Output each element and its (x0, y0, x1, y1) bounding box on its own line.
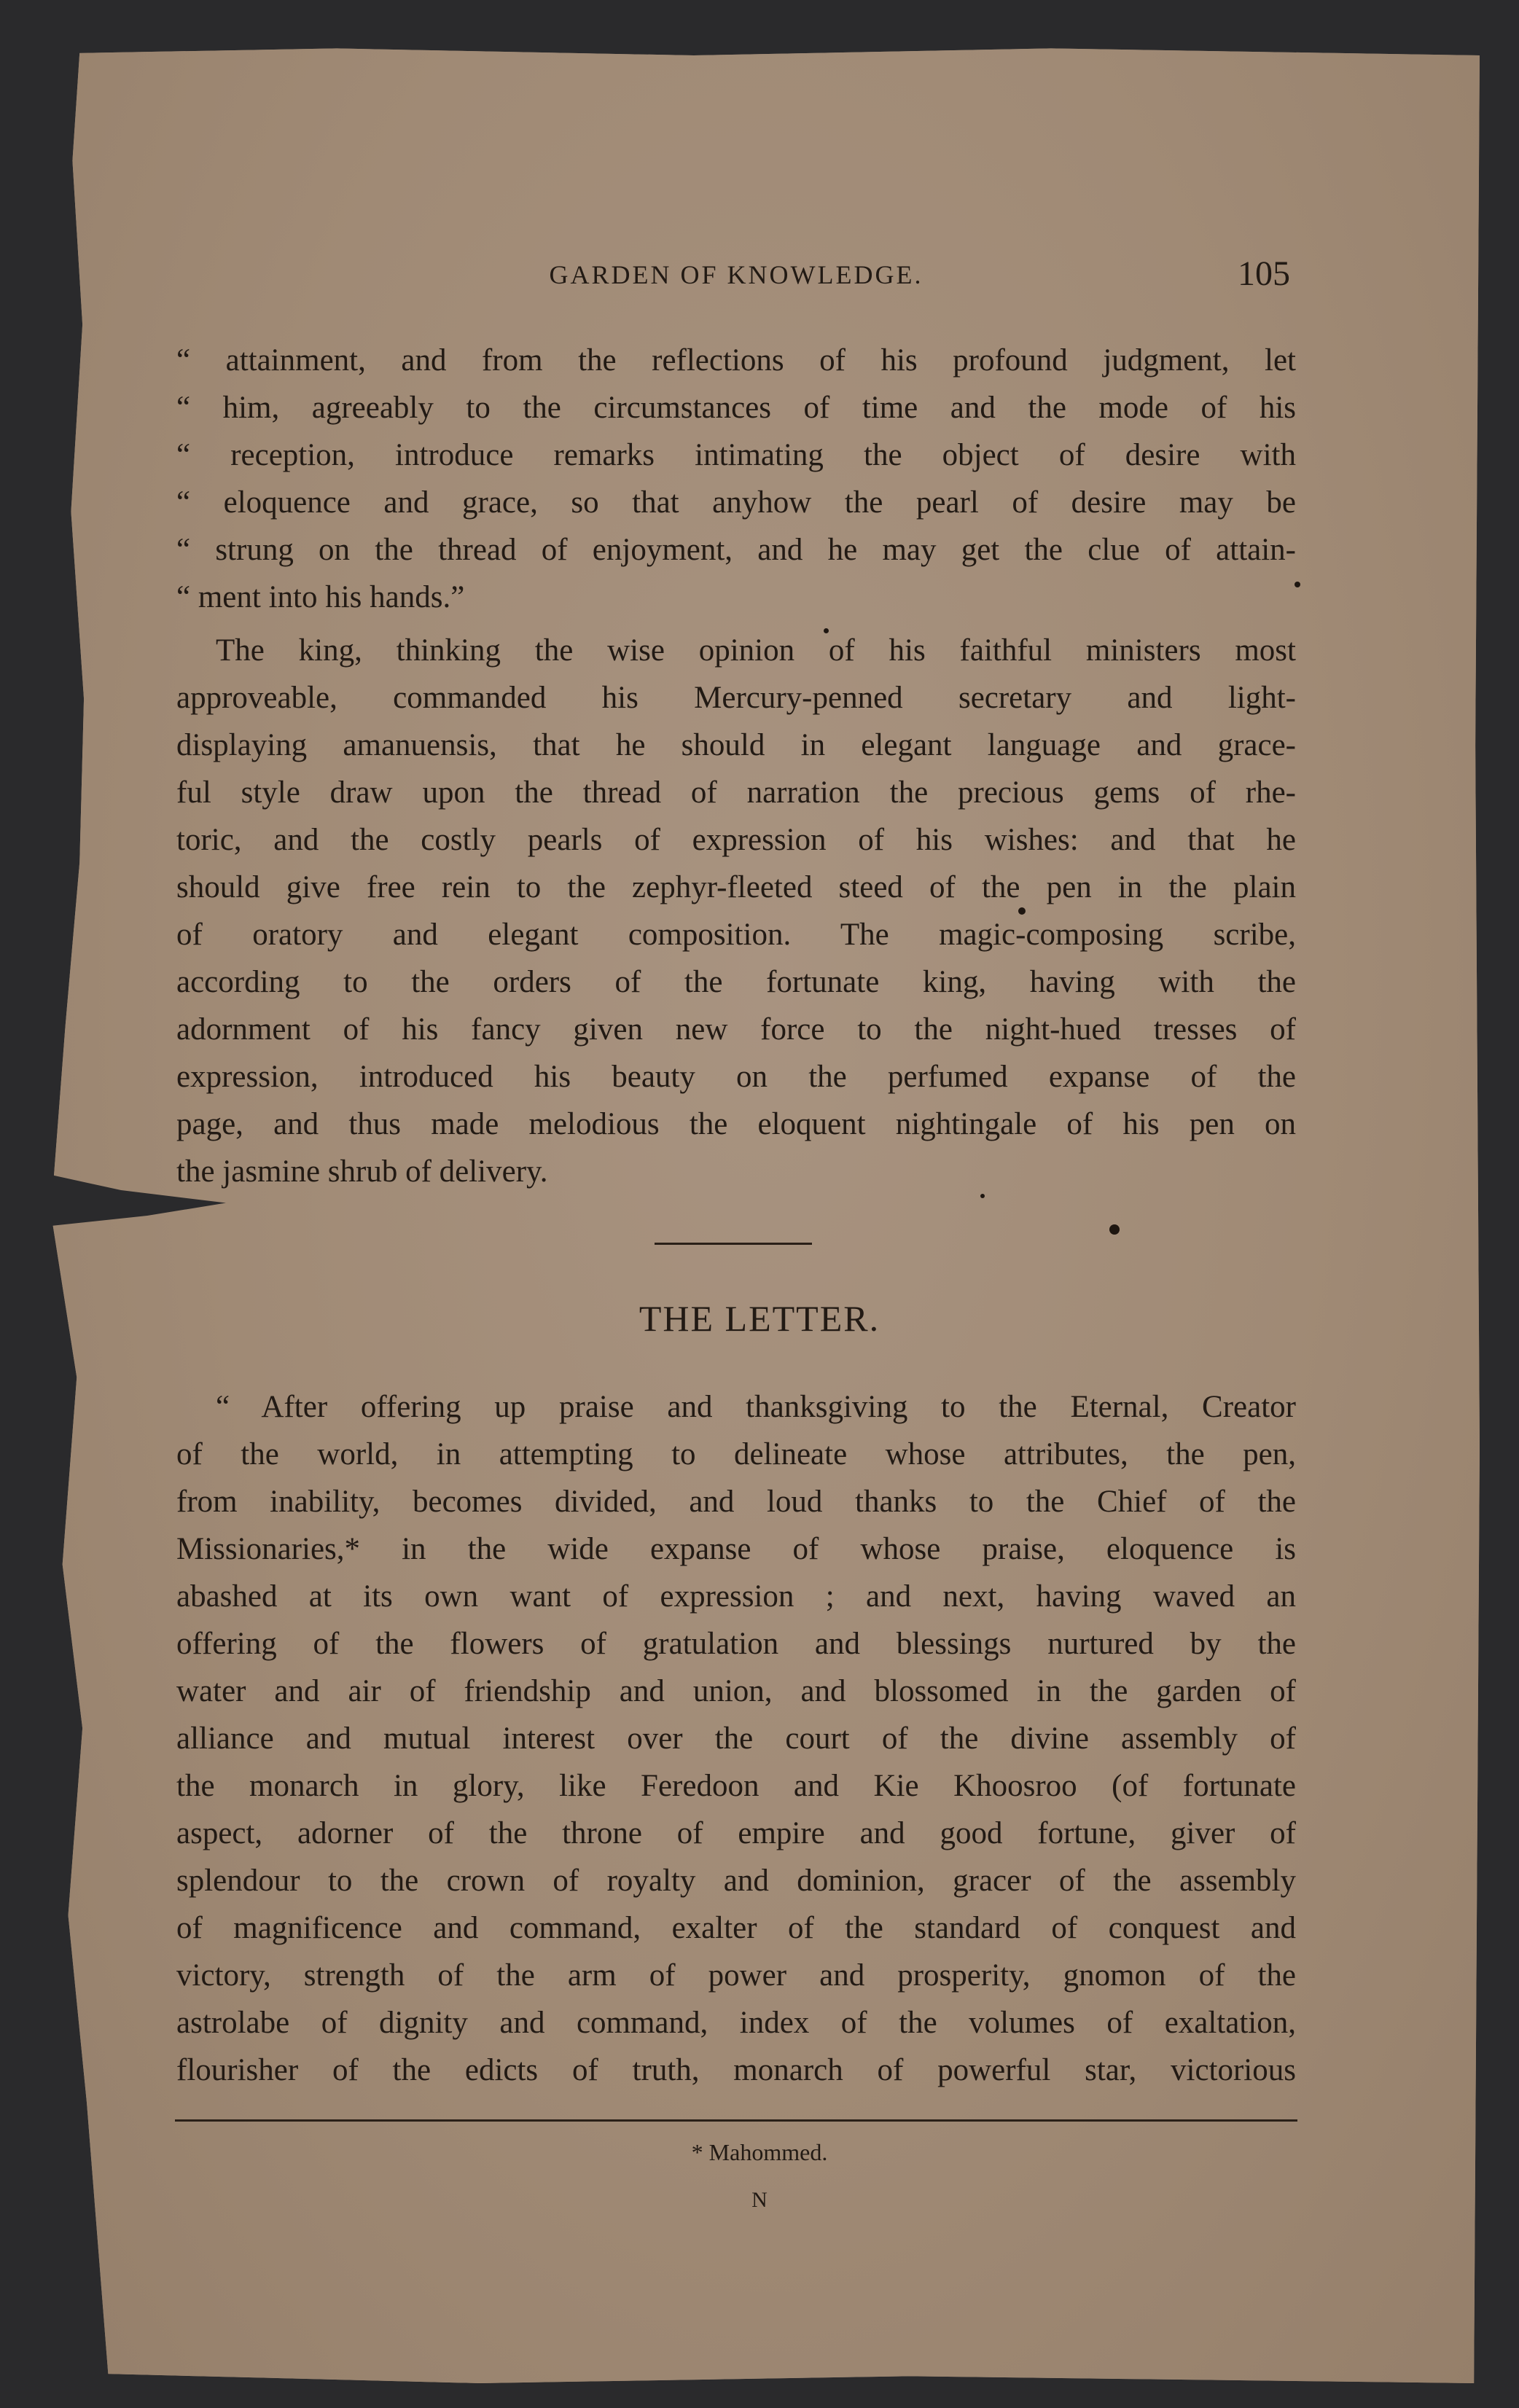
text-line: splendour to the crown of royalty and dominion, gracer of the assembly (176, 1864, 1296, 1898)
page-header (176, 254, 1296, 297)
section-title: THE LETTER. (639, 1298, 880, 1339)
text-line: The king, thinking the wise opinion of his faithful ministers most (216, 633, 1296, 668)
text-line: should give free rein to the zephyr-fleeted steed of the pen in the plain (176, 870, 1296, 904)
text-line: according to the orders of the fortunate king, having with the (176, 965, 1296, 999)
text-line: of the world, in attempting to delineate whose attributes, the pen, (176, 1437, 1296, 1471)
text-line: flourisher of the edicts of truth, monarch of powerful star, victorious (176, 2053, 1296, 2087)
signature-mark: N (751, 2188, 768, 2212)
text-line: page, and thus made melodious the eloquent nightingale of his pen on (176, 1107, 1296, 1141)
paragraph-letter (176, 1383, 1296, 2094)
text-line: offering of the flowers of gratulation and blessings nurtured by the (176, 1627, 1296, 1661)
text-line: the monarch in glory, like Feredoon and Kie Khoosroo (of fortunate (176, 1769, 1296, 1803)
text-line: Missionaries,* in the wide expanse of whose praise, eloquence is (176, 1532, 1296, 1566)
text-line: displaying amanuensis, that he should in elegant language and grace- (176, 728, 1296, 762)
text-line: “ ment into his hands.” (176, 580, 465, 614)
ink-speck (980, 1194, 985, 1198)
ink-speck (1295, 582, 1300, 587)
paragraph-king (176, 627, 1296, 1195)
text-line: approveable, commanded his Mercury-penned secretary and light- (176, 681, 1296, 715)
ink-speck (1018, 907, 1026, 915)
text-line: expression, introduced his beauty on the perfumed expanse of the (176, 1060, 1296, 1094)
text-line: “ him, agreeably to the circumstances of time and the mode of his (176, 391, 1296, 425)
footnote-rule (175, 2119, 1297, 2122)
text-line: of oratory and elegant composition. The magic-composing scribe, (176, 918, 1296, 952)
ink-speck (824, 628, 829, 633)
text-line: “ eloquence and grace, so that anyhow the pearl of desire may be (176, 485, 1296, 520)
footnote: * Mahommed. (691, 2139, 828, 2165)
text-line: alliance and mutual interest over the court of the divine assembly of (176, 1721, 1296, 1756)
section-divider (655, 1243, 812, 1245)
text-line: of magnificence and command, exalter of the standard of conquest and (176, 1911, 1296, 1945)
text-line: “ reception, introduce remarks intimating the object of desire with (176, 438, 1296, 472)
text-line: abashed at its own want of expression ; and next, having waved an (176, 1579, 1296, 1614)
text-line: from inability, becomes divided, and loud thanks to the Chief of the (176, 1485, 1296, 1519)
text-line: “ strung on the thread of enjoyment, and he may get the clue of attain- (176, 533, 1296, 567)
page-number: 105 (1238, 254, 1290, 293)
text-line: the jasmine shrub of delivery. (176, 1154, 548, 1189)
text-line: astrolabe of dignity and command, index of the volumes of exaltation, (176, 2006, 1296, 2040)
text-line: victory, strength of the arm of power and prosperity, gnomon of the (176, 1958, 1296, 1993)
text-line: toric, and the costly pearls of expression of his wishes: and that he (176, 823, 1296, 857)
text-line: ful style draw upon the thread of narration the precious gems of rhe- (176, 775, 1296, 810)
text-line: “ attainment, and from the reflections of his profound judgment, let (176, 343, 1296, 378)
ink-speck (1109, 1224, 1120, 1235)
text-line: water and air of friendship and union, and blossomed in the garden of (176, 1674, 1296, 1708)
running-head: GARDEN OF KNOWLEDGE. (549, 260, 923, 289)
paragraph-continuation (176, 337, 1296, 621)
text-line: aspect, adorner of the throne of empire and good fortune, giver of (176, 1816, 1296, 1850)
text-line: “ After offering up praise and thanksgiving to the Eternal, Creator (216, 1390, 1296, 1424)
text-line: adornment of his fancy given new force to the night-hued tresses of (176, 1012, 1296, 1047)
